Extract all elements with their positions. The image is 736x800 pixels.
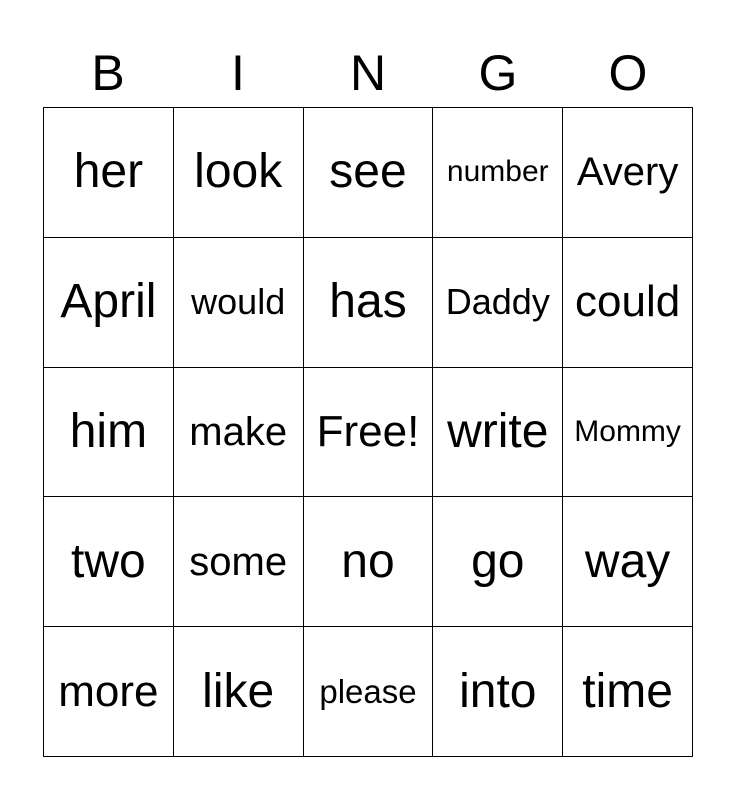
bingo-cell[interactable]: number — [433, 108, 563, 238]
bingo-board — [43, 107, 693, 757]
bingo-cell[interactable]: April — [44, 238, 174, 368]
bingo-cell[interactable]: into — [433, 627, 563, 757]
header-letter-i: I — [231, 45, 245, 101]
header-letter-o: O — [608, 45, 648, 101]
bingo-cell[interactable]: way — [563, 497, 693, 627]
bingo-cell[interactable]: him — [44, 368, 174, 498]
bingo-cell[interactable]: Mommy — [563, 368, 693, 498]
bingo-cell[interactable]: would — [174, 238, 304, 368]
bingo-cell[interactable]: like — [174, 627, 304, 757]
header-letter-g: G — [478, 45, 518, 101]
bingo-cell[interactable]: go — [433, 497, 563, 627]
bingo-cell[interactable]: some — [174, 497, 304, 627]
bingo-cell[interactable]: her — [44, 108, 174, 238]
bingo-cell[interactable]: could — [563, 238, 693, 368]
header-letter-n: N — [349, 45, 387, 101]
header-letter-b: B — [91, 45, 125, 101]
bingo-cell[interactable]: time — [563, 627, 693, 757]
bingo-cell[interactable]: look — [174, 108, 304, 238]
bingo-cell[interactable]: no — [304, 497, 434, 627]
bingo-cell[interactable]: two — [44, 497, 174, 627]
bingo-header — [43, 40, 693, 106]
bingo-cell[interactable]: has — [304, 238, 434, 368]
bingo-cell[interactable]: Daddy — [433, 238, 563, 368]
bingo-cell[interactable]: see — [304, 108, 434, 238]
bingo-cell[interactable]: Avery — [563, 108, 693, 238]
free-space-cell[interactable]: Free! — [304, 368, 434, 498]
bingo-cell[interactable]: write — [433, 368, 563, 498]
bingo-cell[interactable]: make — [174, 368, 304, 498]
bingo-cell[interactable]: please — [304, 627, 434, 757]
bingo-cell[interactable]: more — [44, 627, 174, 757]
